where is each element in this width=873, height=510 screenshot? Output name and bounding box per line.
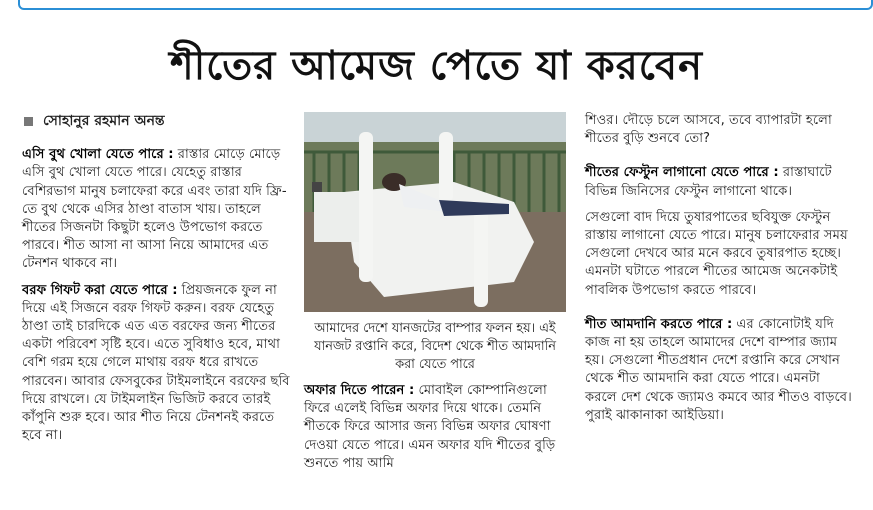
section-ice-gift: [22, 282, 292, 446]
section-body: মোবাইল কোম্পানিগুলো ফিরে এলেই বিভিন্ন অফার দিয়ে থাকে। তেমনি শীতকে ফিরে আসার জন্য বিভিন্ন অফার ঘোষণা দেওয়া যেতে পারে। এমন অফার যদি শীতের বুড়ি শুনতে পায় আমি: [304, 383, 556, 471]
section-ac-booth: [22, 146, 292, 273]
byline-author: সোহানুর রহমান অনন্ত: [43, 113, 165, 129]
headline: শীতের আমেজ পেতে যা করবেন: [170, 43, 703, 89]
column-2: [304, 112, 566, 481]
section-body: প্রিয়জনকে ফুল না দিয়ে এই সিজনে বরফ গিফট করুন। বরফ যেহেতু ঠাণ্ডা তাই চারদিকে এত এত বরফের জন্য শীতের একটা পরিবেশ সৃষ্টি হবে। এতে সুবিধাও হবে, মাথা বেশি গরম হয়ে গেলে মাথায় বরফ ধরে রাখতে পারবেন। আবার ফেসবুকের টাইমলাইনে বরফের ছবি দিয়ে রাখলে। যে টাইমলাইন ভিজিট করবে তারই কাঁপুনি শুরু হবে। আর শীত নিয়ে টেনশনই করতে হবে না।: [22, 282, 290, 444]
section-body: রাস্তাঘাটে বিভিন্ন জিনিসের ফেস্টুন লাগানো থাকে।: [585, 165, 832, 199]
byline-square-icon: [24, 117, 33, 126]
section-heading: শীতের ফেস্টুন লাগানো যেতে পারে :: [585, 165, 779, 181]
continued-text: শিওর। দৌড়ে চলে আসবে, তবে ব্যাপারটা হলো শীতের বুড়ি শুনবে তো?: [585, 113, 832, 147]
section-heading: বরফ গিফট করা যেতে পারে :: [22, 282, 178, 298]
snow-bed-illustration: [304, 112, 566, 312]
section-import: [585, 316, 853, 425]
section-festoon: [585, 164, 853, 200]
section-body: এর কোনোটাই যদি কাজ না হয় তাহলে আমাদের দেশে বাম্পার জ্যাম হয়। সেগুলো শীতপ্রধান দেশে রপ্তানি করে সেখান থেকে শীত আমদানি করা যেতে পারে। এমনটা করলে দেশ থেকে জ্যামও কমবে আর শীতও বাড়বে। পুরাই ঝাকানাকা আইডিয়া।: [585, 316, 852, 423]
section-festoon-cont: সেগুলো বাদ দিয়ে তুষারপাতের ছবিযুক্ত ফেস্টুন রাস্তায় লাগানো যেতে পারে। মানুষ চলাফেরার সময় সেগুলো দেখবে আর মনে করবে তুষারপাত হচ্ছে। এমনটা ঘটাতে পারলে শীতের আমেজ অনেকটাই পাবলিক উপভোগ করতে পারবে।: [585, 209, 848, 298]
top-frame-border: [18, 0, 873, 10]
section-body: রাস্তার মোড়ে মোড়ে এসি বুথ খোলা যেতে পারে। যেহেতু রাস্তার বেশিরভাগ মানুষ চলাফেরা করে এবং তারা যদি ফ্রি-তে বুথ থেকে এসির ঠাণ্ডা বাতাস খায়। তাহলে শীতের সিজনটা কিছুটা হলেও উপভোগ করতে পারবে। শীত আসা না আসা নিয়ে আমাদের এত টেনশন থাকবে না।: [22, 147, 287, 272]
section-heading: অফার দিতে পারেন :: [304, 383, 415, 398]
photo-caption: আমাদের দেশে যানজটের বাম্পার ফলন হয়। এই যানজট রপ্তানি করে, বিদেশ থেকে শীত আমদানি করা যেতে পারে: [314, 321, 556, 372]
snow-bed-photo: [304, 112, 566, 312]
section-heading: এসি বুথ খোলা যেতে পারে :: [22, 147, 174, 163]
column-3: [585, 112, 853, 433]
section-offer: [304, 382, 566, 473]
byline: [22, 112, 292, 130]
column-1: [22, 112, 292, 453]
section-heading: শীত আমদানি করতে পারে :: [585, 316, 733, 332]
